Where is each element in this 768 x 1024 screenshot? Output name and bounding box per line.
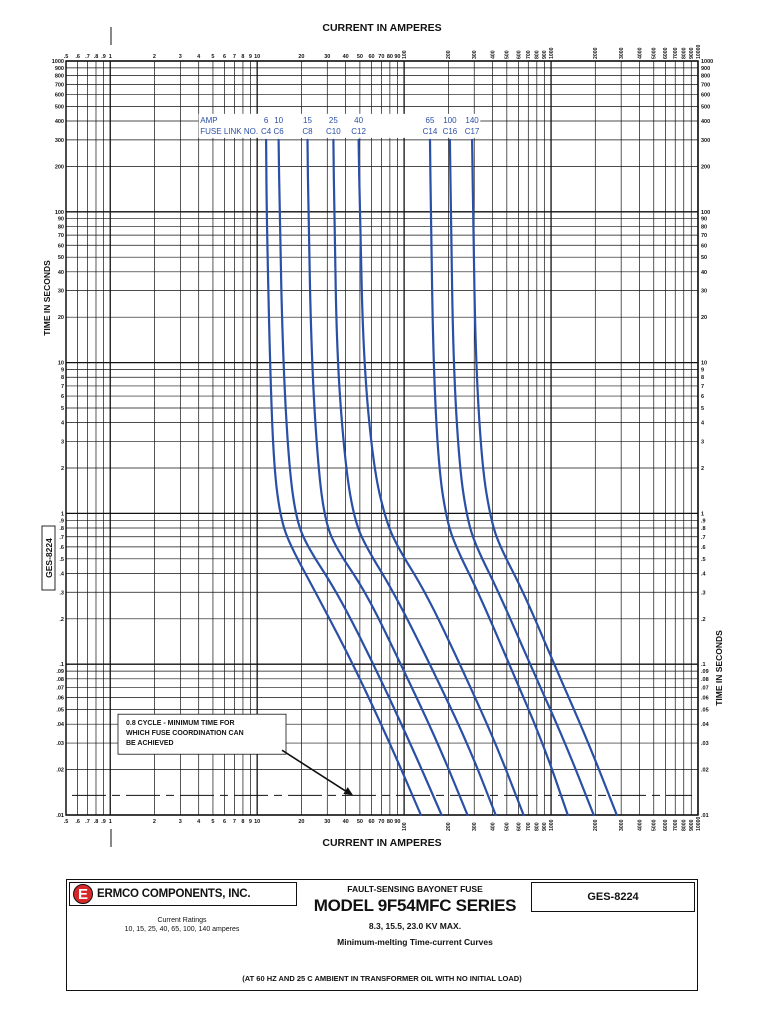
annotation-arrow-shaft [282,750,349,793]
x-tick-label-bottom: 900 [542,822,549,831]
y-tick-label-left: .5 [59,556,64,563]
y-tick-label-right: 900 [701,65,711,72]
y-tick-label-left: 6 [60,394,64,401]
y-tick-label-right: .01 [701,813,709,819]
y-tick-label-right: 600 [701,92,711,99]
company-logo-box [69,882,297,906]
legend-amp-C17: 140 [465,115,479,125]
y-tick-label-right: 300 [701,137,711,144]
x-tick-label-top: .9 [101,54,106,60]
y-tick-label-left: .03 [56,741,64,748]
x-tick-label-top: 3000 [618,47,625,59]
y-tick-label-left: 20 [57,315,64,322]
document-number: GES-8224 [531,882,695,912]
x-tick-label-top: 8 [241,54,245,60]
y-tick-label-right: 500 [701,104,711,111]
x-tick-label-bottom: 200 [446,822,453,831]
model-title: MODEL 9F54MFC SERIES [313,896,517,915]
x-tick-label-top: .5 [63,54,69,60]
x-tick-label-bottom: 7 [232,819,236,825]
y-tick-label-right: .7 [701,534,706,541]
x-tick-label-bottom: 50 [356,819,363,825]
x-tick-label-top: 4000 [637,47,644,59]
x-tick-label-top: 5000 [651,47,658,59]
y-tick-label-right: .6 [701,544,706,551]
fuse-curves [266,140,617,815]
x-tick-label-top: 40 [342,54,349,60]
legend-amp-label: AMP [200,115,218,125]
y-tick-label-left: 1000 [51,59,64,65]
legend-link-C6: C6 [273,126,284,136]
y-tick-label-left: 70 [57,233,64,240]
y-tick-label-left: .3 [59,590,64,597]
y-tick-label-left: 9 [60,367,64,374]
x-tick-label-top: 4 [197,54,201,60]
y-tick-label-left: 3 [60,439,64,446]
x-tick-label-top: 10 [254,54,261,60]
y-tick-label-left: 7 [60,383,64,390]
x-tick-label-bottom: 9000 [689,819,696,831]
y-tick-label-left: 50 [57,255,64,262]
legend-link-C12: C12 [351,126,366,136]
chart-grid [66,61,698,815]
y-tick-label-left: 80 [57,224,64,231]
kv-rating: 8.3, 15.5, 23.0 KV MAX. [368,921,462,931]
x-tick-label-bottom: 100 [401,822,408,831]
x-tick-label-bottom: 3 [178,819,182,825]
legend-link-C4: C4 [260,126,272,136]
curve-description: Minimum-melting Time-current Curves [337,937,493,947]
x-tick-label-top: 1000 [548,47,555,59]
y-tick-label-right: 10 [701,360,708,367]
x-tick-label-top: 5 [211,54,215,60]
y-tick-label-left: 4 [60,420,64,427]
y-tick-label-right: 90 [701,216,708,223]
x-tick-label-bottom: 600 [516,822,523,831]
x-tick-label-top: 600 [516,50,523,59]
legend-amp-C14: 65 [425,115,435,125]
y-tick-label-right: 70 [701,233,708,240]
legend-amp-C12: 40 [354,115,364,125]
x-tick-label-bottom: 700 [526,822,533,831]
plot-border [66,61,698,815]
x-tick-label-bottom: 2000 [593,819,600,831]
y-tick-label-right: 9 [701,367,705,374]
y-tick-label-left: .2 [59,616,64,623]
x-tick-label-bottom: 7000 [673,819,680,831]
y-tick-label-left: 30 [57,288,64,295]
conditions-note: (AT 60 HZ AND 25 C AMBIENT IN TRANSFORMER OIL WITH NO INITIAL LOAD) [242,974,522,983]
y-tick-label-left: .08 [56,676,64,683]
y-tick-label-right: .05 [701,707,709,714]
x-tick-label-bottom: 8 [241,819,245,825]
y-tick-label-left: .7 [59,534,64,541]
y-tick-label-right: 1 [701,511,705,518]
y-tick-label-right: .1 [701,662,706,669]
x-tick-label-top: 70 [378,54,385,60]
legend-amp-C6: 10 [274,115,284,125]
x-tick-label-bottom: 400 [490,822,497,831]
company-name: ERMCO COMPONENTS, INC. [97,888,251,900]
x-tick-label-top: 80 [386,54,393,60]
x-tick-label-top: 7000 [673,47,680,59]
y-tick-label-left: 800 [54,73,64,80]
x-tick-label-bottom: 60 [368,819,375,825]
tick-labels [52,44,714,831]
y-tick-label-left: 700 [54,82,64,89]
y-tick-label-right: 4 [701,420,705,427]
y-tick-label-right: .09 [701,669,709,676]
x-tick-label-top: 300 [472,50,479,59]
y-tick-label-right: 800 [701,73,711,80]
legend-amp-C4: 6 [263,115,269,125]
x-tick-label-bottom: 5000 [651,819,658,831]
x-tick-label-bottom: .9 [101,819,106,825]
x-tick-label-bottom: 500 [504,822,511,831]
y-tick-label-left: 8 [60,375,64,382]
legend-amp-C16: 100 [443,115,457,125]
legend-link-C10: C10 [326,126,341,136]
y-tick-label-right: 100 [701,209,711,216]
y-tick-label-right: 2 [701,466,705,473]
title-block [66,879,698,991]
y-tick-label-right: 700 [701,82,711,89]
y-tick-label-left: .07 [56,685,64,692]
x-tick-label-top: 700 [526,50,533,59]
y-tick-label-right: 1000 [701,59,714,65]
title-center [297,882,533,947]
x-tick-label-bottom: 70 [378,819,385,825]
x-tick-label-bottom: 40 [342,819,349,825]
y-tick-label-left: 400 [54,119,64,126]
x-tick-label-bottom: 4000 [637,819,644,831]
y-tick-label-right: 200 [701,164,711,171]
x-tick-label-bottom: 9 [248,819,252,825]
y-tick-label-right: 7 [701,383,705,390]
x-axis-title-bottom: CURRENT IN AMPERES [322,837,442,849]
y-tick-label-left: 200 [54,164,64,171]
x-tick-label-top: 3 [178,54,182,60]
x-tick-label-bottom: 6 [223,819,227,825]
y-tick-label-right: 30 [701,288,708,295]
legend-link-C17: C17 [464,126,480,136]
y-tick-label-right: .08 [701,676,709,683]
y-tick-label-right: 6 [701,394,705,401]
x-tick-label-bottom: 1000 [548,819,555,831]
y-tick-label-right: 40 [701,269,708,276]
x-tick-label-top: 90 [394,54,401,60]
legend-link-C14: C14 [422,126,438,136]
x-tick-label-top: 6000 [663,47,670,59]
coordination-annotation [118,714,353,795]
x-tick-label-top: 1 [108,54,112,60]
y-tick-label-right: .8 [701,526,706,533]
x-tick-label-bottom: 3000 [618,819,625,831]
curve-legend [199,114,481,138]
y-tick-label-right: .5 [701,556,706,563]
x-tick-label-top: 900 [542,50,549,59]
x-tick-label-top: 200 [446,50,453,59]
legend-link-label: FUSE LINK NO. [200,126,259,136]
y-tick-label-right: 3 [701,439,705,446]
x-tick-label-bottom: 30 [324,819,331,825]
y-tick-label-left: 90 [57,216,64,223]
x-tick-label-top: .8 [93,54,99,60]
y-tick-label-right: .06 [701,695,709,702]
x-tick-label-top: 2000 [593,47,600,59]
x-tick-label-top: 9 [248,54,252,60]
y-tick-label-right: 50 [701,255,708,262]
x-tick-label-bottom: 4 [197,819,201,825]
x-tick-label-top: 800 [534,50,541,59]
x-tick-label-top: 100 [401,50,408,59]
y-tick-label-left: 10 [57,360,64,367]
y-tick-label-left: .06 [56,695,64,702]
y-tick-label-left: 2 [60,466,64,473]
x-tick-label-top: 7 [232,54,236,60]
legend-link-C8: C8 [302,126,313,136]
annotation-line: WHICH FUSE COORDINATION CAN [126,730,244,738]
y-tick-label-right: .4 [701,571,706,578]
x-tick-label-top: 30 [324,54,331,60]
legend-amp-C10: 25 [328,115,338,125]
x-tick-label-bottom: .6 [75,819,80,825]
x-tick-label-bottom: .5 [63,819,69,825]
x-tick-label-top: 400 [490,50,497,59]
y-tick-label-right: .2 [701,616,706,623]
y-tick-label-right: .02 [701,767,709,774]
ratings-values: 10, 15, 25, 40, 65, 100, 140 amperes [124,926,240,933]
x-tick-label-top: 20 [298,54,305,60]
y-tick-label-left: 900 [54,65,64,72]
x-tick-label-top: 2 [152,54,156,60]
y-tick-label-right: .04 [701,722,709,729]
annotation-line: BE ACHIEVED [126,740,174,748]
x-tick-label-top: 8000 [681,47,688,59]
legend-amp-C8: 15 [303,115,312,125]
y-tick-label-left: .4 [59,571,64,578]
curve-C8 [308,140,468,815]
x-tick-label-top: 50 [356,54,363,60]
y-tick-label-right: .3 [701,590,706,597]
y-tick-label-left: 600 [54,92,64,99]
y-tick-label-left: .9 [59,518,64,525]
y-tick-label-right: 20 [701,315,708,322]
y-tick-label-right: .03 [701,741,709,748]
y-tick-label-left: .04 [56,722,64,729]
y-axis-title-left: TIME IN SECONDS [42,260,52,336]
x-tick-label-bottom: .8 [93,819,99,825]
y-tick-label-left: 300 [54,137,64,144]
y-tick-label-left: .8 [59,526,64,533]
x-tick-label-bottom: 8000 [681,819,688,831]
y-tick-label-left: 500 [54,104,64,111]
y-tick-label-left: .02 [56,767,64,774]
x-tick-label-bottom: 90 [394,819,401,825]
x-tick-label-bottom: .7 [85,819,90,825]
y-tick-label-right: .07 [701,685,709,692]
x-tick-label-top: 500 [504,50,511,59]
curve-C10 [333,140,495,815]
x-tick-label-bottom: 800 [534,822,541,831]
x-tick-label-top: 60 [368,54,375,60]
y-tick-label-right: .9 [701,518,706,525]
x-tick-label-top: 9000 [689,47,696,59]
y-tick-label-right: 80 [701,224,708,231]
y-tick-label-left: .6 [59,544,64,551]
ermco-logo-icon: E [73,884,93,904]
x-axis-title-top: CURRENT IN AMPERES [322,22,442,34]
y-tick-label-right: 400 [701,119,711,126]
y-tick-label-right: 5 [701,405,705,412]
y-tick-label-left: 100 [54,209,64,216]
x-tick-label-bottom: 10000 [695,816,702,831]
current-ratings [67,916,297,934]
y-tick-label-right: 60 [701,243,708,250]
y-tick-label-left: .1 [59,662,64,669]
x-tick-label-bottom: 10 [254,819,261,825]
curve-C16 [450,140,594,815]
x-tick-label-top: .7 [85,54,90,60]
x-tick-label-bottom: 6000 [663,819,670,831]
x-tick-label-bottom: 2 [152,819,156,825]
y-tick-label-left: 40 [57,269,64,276]
y-tick-label-left: .09 [56,669,64,676]
x-tick-label-bottom: 300 [472,822,479,831]
legend-link-C16: C16 [442,126,458,136]
x-tick-label-top: 6 [223,54,227,60]
fuse-subtitle: FAULT-SENSING BAYONET FUSE [347,884,483,894]
side-doc-label: GES-8224 [44,538,54,578]
y-tick-label-left: .05 [56,707,64,714]
x-tick-label-bottom: 5 [211,819,215,825]
x-tick-label-bottom: 1 [108,819,112,825]
x-tick-label-bottom: 80 [386,819,393,825]
y-tick-label-left: .01 [56,813,64,819]
annotation-line: 0.8 CYCLE - MINIMUM TIME FOR [126,720,235,728]
y-tick-label-left: 5 [60,405,64,412]
y-axis-title-right: TIME IN SECONDS [714,630,724,706]
x-tick-label-top: .6 [75,54,80,60]
x-tick-label-top: 10000 [695,44,702,59]
y-tick-label-left: 60 [57,243,64,250]
y-tick-label-left: 1 [60,511,64,518]
y-tick-label-right: 8 [701,375,705,382]
x-tick-label-bottom: 20 [298,819,305,825]
ratings-title: Current Ratings [157,917,207,924]
